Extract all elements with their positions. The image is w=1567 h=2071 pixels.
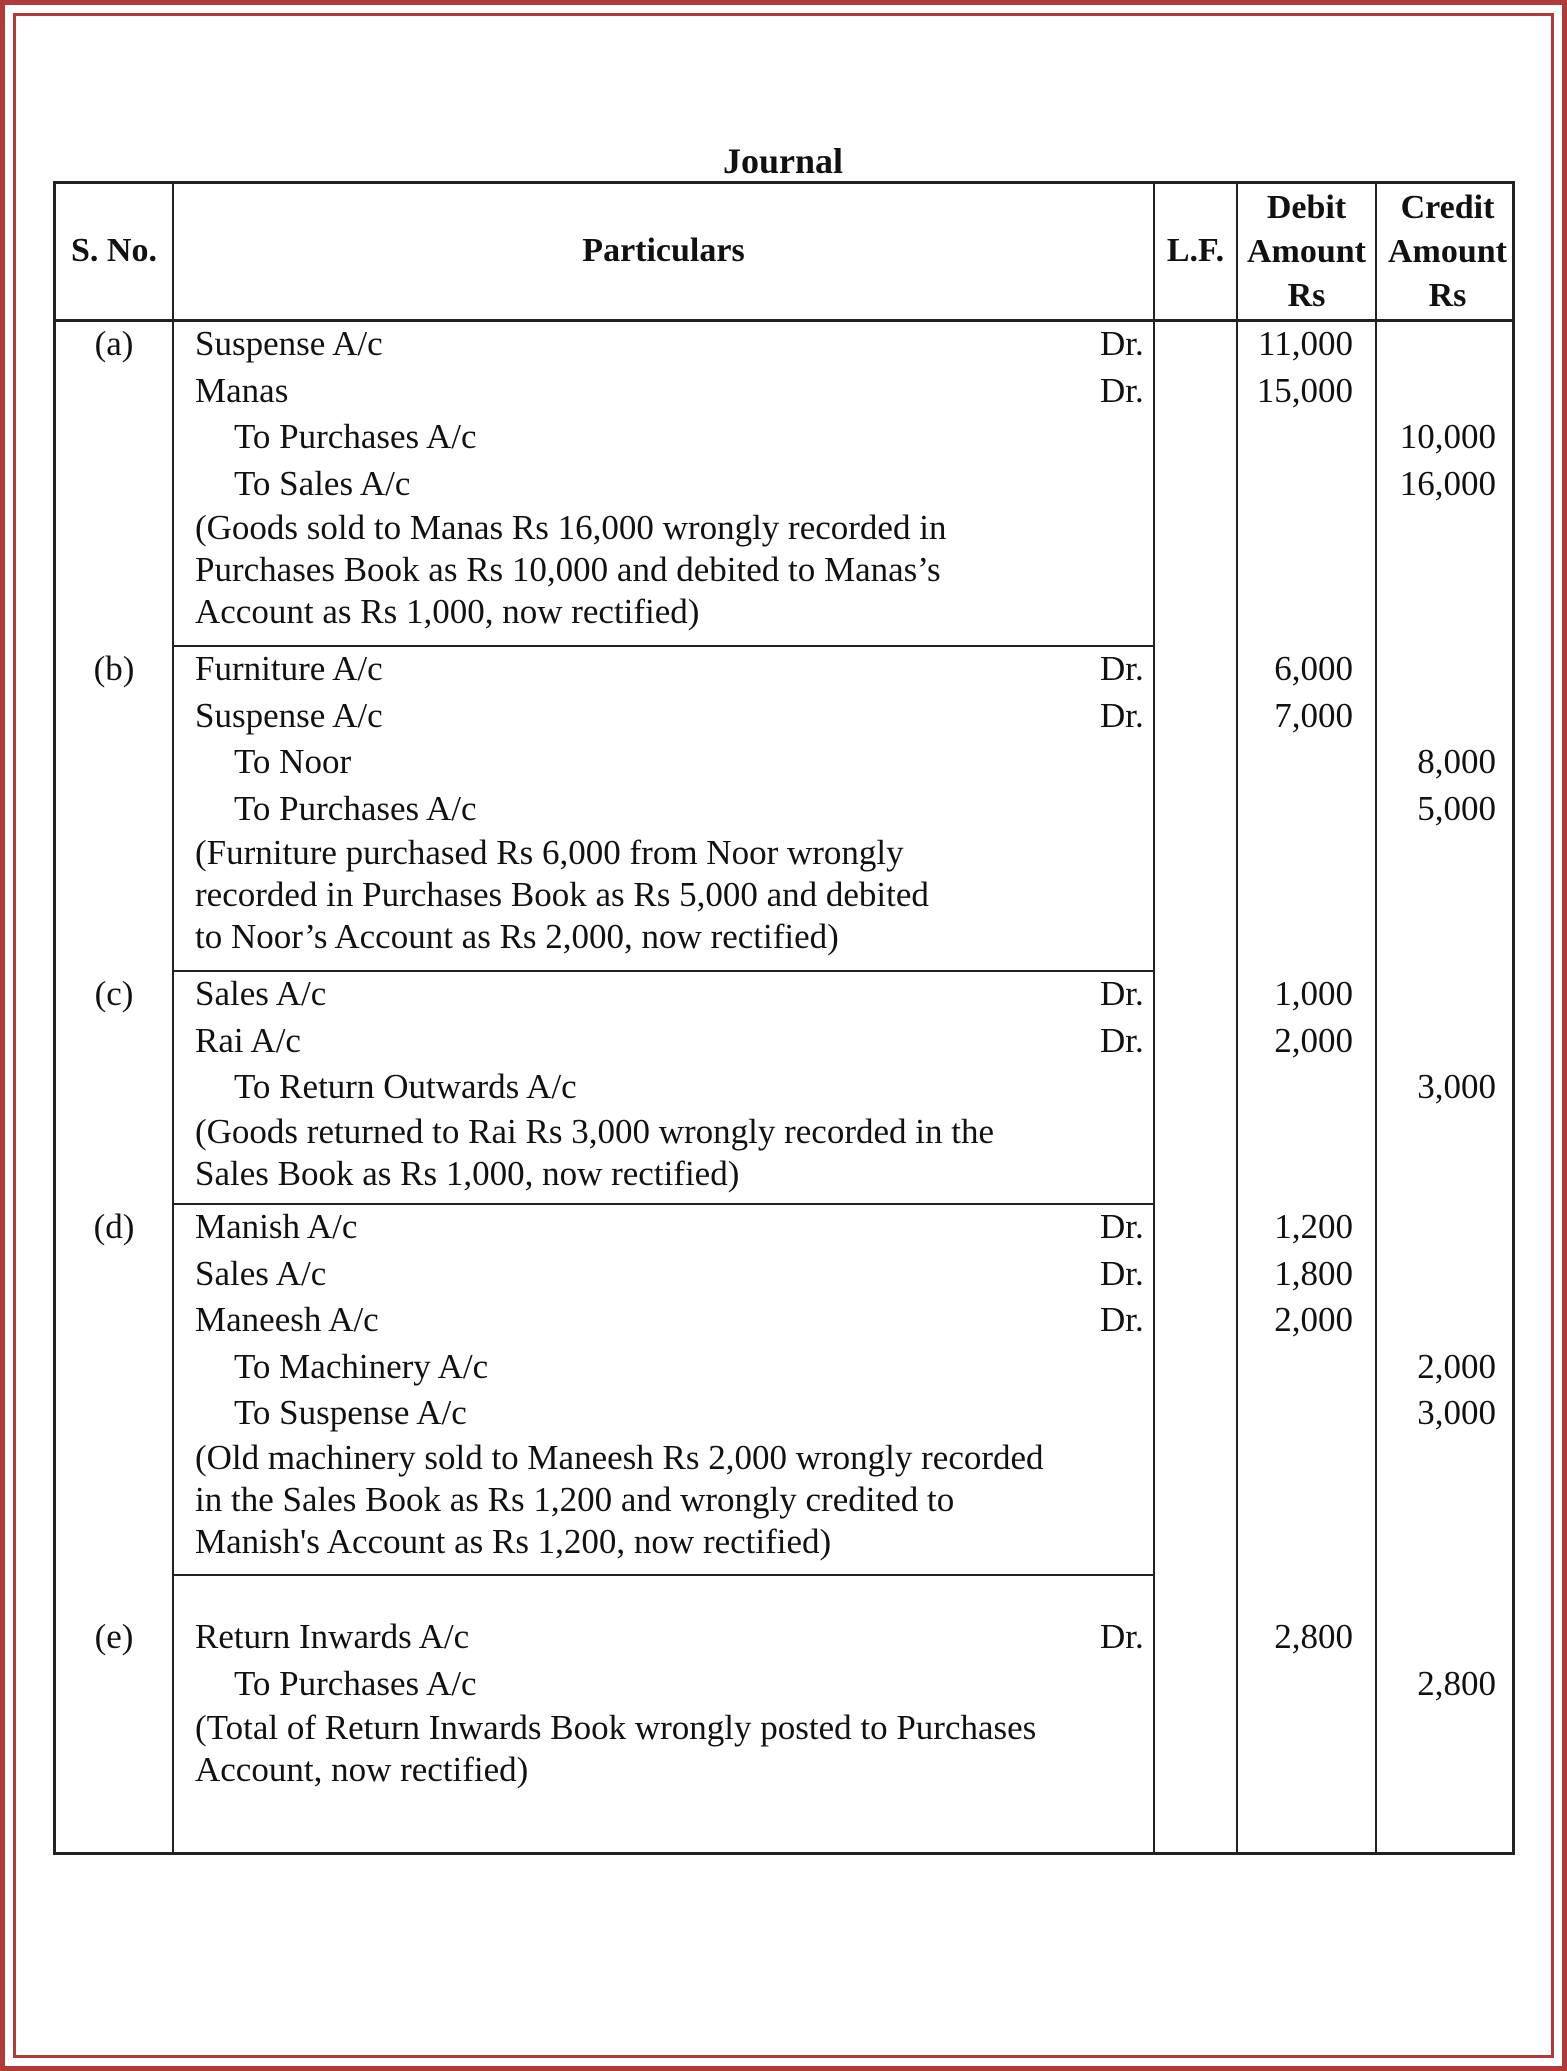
header-lf: L.F. bbox=[1166, 232, 1225, 269]
narration-line: in the Sales Book as Rs 1,200 and wrongly credited to bbox=[195, 1479, 955, 1519]
entry-number: (a) bbox=[94, 324, 134, 363]
entry-number: (d) bbox=[93, 1207, 135, 1246]
debit-account: Rai A/c bbox=[195, 1020, 301, 1060]
credit-amount: 2,000 bbox=[1417, 1346, 1496, 1386]
narration-line: to Noor’s Account as Rs 2,000, now rectified) bbox=[195, 917, 839, 956]
debit-amount: 15,000 bbox=[1256, 370, 1353, 410]
header-debit-line: Rs bbox=[1287, 277, 1326, 314]
debit-account: Suspense A/c bbox=[195, 324, 383, 363]
entry-separator bbox=[172, 970, 1153, 972]
credit-account: To Noor bbox=[234, 742, 352, 781]
credit-account: To Machinery A/c bbox=[234, 1346, 489, 1386]
journal-title: Journal bbox=[722, 141, 844, 181]
credit-amount: 8,000 bbox=[1417, 742, 1496, 781]
entry-separator bbox=[172, 645, 1153, 647]
credit-amount: 16,000 bbox=[1399, 463, 1496, 503]
narration-line: Manish's Account as Rs 1,200, now rectified) bbox=[195, 1521, 832, 1561]
credit-amount: 3,000 bbox=[1417, 1067, 1496, 1106]
narration-line: (Goods returned to Rai Rs 3,000 wrongly recorded in the bbox=[195, 1111, 995, 1151]
dr-label: Dr. bbox=[1100, 370, 1144, 410]
credit-account: To Return Outwards A/c bbox=[234, 1067, 577, 1106]
debit-account: Maneesh A/c bbox=[195, 1300, 379, 1339]
header-credit-line: Amount bbox=[1387, 233, 1508, 270]
credit-account: To Purchases A/c bbox=[234, 788, 477, 828]
debit-account: Sales A/c bbox=[195, 1253, 327, 1293]
dr-label: Dr. bbox=[1100, 649, 1144, 688]
entry-number: (c) bbox=[94, 974, 134, 1013]
credit-amount: 2,800 bbox=[1417, 1663, 1496, 1703]
narration-line: (Goods sold to Manas Rs 16,000 wrongly recorded in bbox=[195, 508, 947, 547]
dr-label: Dr. bbox=[1100, 1020, 1144, 1060]
credit-account: To Purchases A/c bbox=[234, 1663, 477, 1703]
debit-amount: 2,800 bbox=[1274, 1617, 1353, 1656]
dr-label: Dr. bbox=[1100, 1300, 1144, 1339]
column-divider bbox=[1153, 184, 1155, 1852]
debit-account: Suspense A/c bbox=[195, 695, 383, 735]
debit-account: Return Inwards A/c bbox=[195, 1617, 470, 1656]
debit-amount: 11,000 bbox=[1258, 324, 1353, 363]
header-particulars: Particulars bbox=[582, 232, 745, 269]
credit-amount: 3,000 bbox=[1417, 1393, 1496, 1432]
header-debit-line: Amount bbox=[1246, 233, 1367, 270]
entry-separator bbox=[172, 1203, 1153, 1205]
header-sno: S. No. bbox=[71, 232, 157, 269]
credit-amount: 10,000 bbox=[1399, 417, 1496, 456]
journal-table bbox=[53, 181, 1515, 1855]
narration-line: Sales Book as Rs 1,000, now rectified) bbox=[195, 1153, 740, 1193]
dr-label: Dr. bbox=[1100, 695, 1144, 735]
credit-account: To Sales A/c bbox=[234, 463, 411, 503]
debit-amount: 1,800 bbox=[1274, 1253, 1353, 1293]
debit-account: Manas bbox=[195, 370, 289, 410]
narration-line: Account as Rs 1,000, now rectified) bbox=[195, 592, 700, 631]
header-debit-amount bbox=[1238, 186, 1375, 318]
credit-account: To Suspense A/c bbox=[234, 1393, 467, 1432]
debit-amount: 2,000 bbox=[1274, 1020, 1353, 1060]
narration-line: (Old machinery sold to Maneesh Rs 2,000 wrongly recorded bbox=[195, 1437, 1044, 1477]
entry-number: (b) bbox=[93, 649, 135, 688]
dr-label: Dr. bbox=[1100, 1207, 1144, 1246]
entry-number: (e) bbox=[94, 1617, 134, 1656]
dr-label: Dr. bbox=[1100, 974, 1144, 1013]
credit-amount: 5,000 bbox=[1417, 788, 1496, 828]
dr-label: Dr. bbox=[1100, 1253, 1144, 1293]
narration-line: (Total of Return Inwards Book wrongly posted to Purchases bbox=[195, 1708, 1037, 1747]
entry-separator bbox=[172, 1574, 1153, 1576]
debit-amount: 6,000 bbox=[1274, 649, 1353, 688]
debit-account: Sales A/c bbox=[195, 974, 327, 1013]
dr-label: Dr. bbox=[1100, 324, 1144, 363]
debit-account: Furniture A/c bbox=[195, 649, 383, 688]
narration-line: (Furniture purchased Rs 6,000 from Noor wrongly bbox=[195, 833, 904, 872]
debit-amount: 1,000 bbox=[1274, 974, 1353, 1013]
debit-amount: 2,000 bbox=[1274, 1300, 1353, 1339]
header-credit-line: Rs bbox=[1428, 277, 1467, 314]
credit-account: To Purchases A/c bbox=[234, 417, 477, 456]
header-credit-line: Credit bbox=[1400, 189, 1495, 226]
dr-label: Dr. bbox=[1100, 1617, 1144, 1656]
debit-amount: 7,000 bbox=[1274, 695, 1353, 735]
narration-line: Account, now rectified) bbox=[195, 1750, 529, 1789]
debit-amount: 1,200 bbox=[1274, 1207, 1353, 1246]
column-divider bbox=[172, 184, 174, 1852]
header-credit-amount bbox=[1377, 186, 1518, 318]
narration-line: recorded in Purchases Book as Rs 5,000 and debited bbox=[195, 875, 929, 914]
header-debit-line: Debit bbox=[1266, 189, 1347, 226]
debit-account: Manish A/c bbox=[195, 1207, 358, 1246]
narration-line: Purchases Book as Rs 10,000 and debited to Manas’s bbox=[195, 550, 941, 589]
